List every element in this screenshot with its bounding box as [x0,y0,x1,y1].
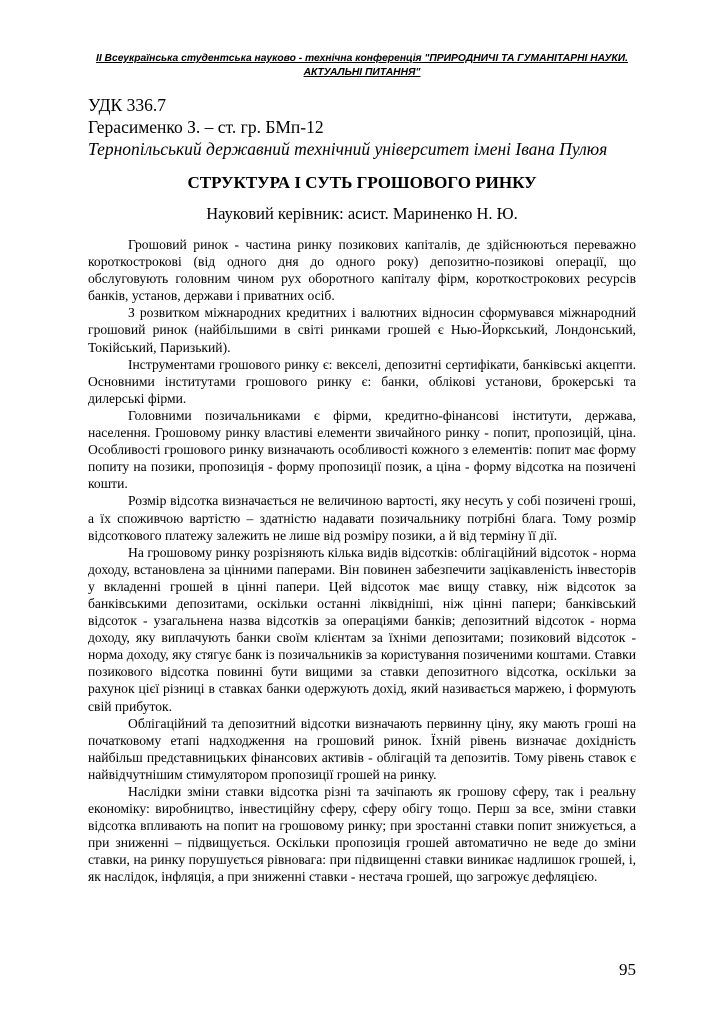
article-title: СТРУКТУРА І СУТЬ ГРОШОВОГО РИНКУ [187,173,537,192]
author-line: Герасименко З. – ст. гр. БМп-12 [88,117,324,137]
paragraph: Інструментами грошового ринку є: векселі, депозитні сертифікати, банківські акцепти. Основними інститутами грошового ринку є: банки, облікові установи, брокерські та дилерські фірми. [88,356,636,406]
paragraph: Головними позичальниками є фірми, кредитно-фінансові інститути, держава, населення. Грошовому ринку властиві елементи звичайного ринку - попит, пропозицій, ціна. Особливості грошового ринку визначають особливості кожного з елементів: попит має форму попиту на позики, пропозиція - форму пропозиції позик, а ціна - форму відсотка на позичені кошти. [88,407,636,492]
udk-code: УДК 336.7 [88,95,166,115]
paragraph: З розвитком міжнародних кредитних і валютних відносин сформувався міжнародний грошовий ринок (найбільшими в світі ринками грошей є Нью-Йоркський, Лондонський, Токійський, Паризький). [88,305,636,355]
supervisor-line: Науковий керівник: асист. Мариненко Н. Ю. [206,204,518,223]
article-body [88,236,636,886]
paragraph: На грошовому ринку розрізняють кілька видів відсотків: облігаційний відсоток - норма доходу, встановлена за цінними паперами. Він повинен забезпечити зацікавленість інвесторів у вкладенні грошей в цінні папери. Цей відсоток має вищу ставку, ніж відсоток за банківськими депозитами, оскільки останні ліквідніші, ніж цінні папери; банківський відсоток - узагальнена назва відсотків за операціями банків; депозитний відсоток - норма доходу, яку виплачують банки своїм клієнтам за їхніми депозитами; позиковий відсоток - норма доходу, яку стягує банк із позичальників за користування позиченими коштами. Ставки позикового відсотка повинні бути вищими за ставки депозитного відсотка, оскільки за рахунок цієї різниці в ставках банки одержують дохід, який називається маржею, і формують свій прибуток. [88,544,636,714]
paragraph: Розмір відсотка визначається не величиною вартості, яку несуть у собі позичені гроші, а їх споживчою вартістю – здатністю надавати позичальнику потрібні блага. Тому розмір відсоткового платежу залежить не лише від розміру позики, а й від терміну її дії. [88,493,636,543]
paragraph: Наслідки зміни ставки відсотка різні та зачіпають як грошову сферу, так і реальну економіку: виробництво, інвестиційну сферу, сферу обігу тощо. Перш за все, зміни ставки відсотка впливають на попит на грошовому ринку; при зростанні ставки попит знижується, а при зниженні – підвищується. Оскільки пропозиція грошей автоматично не веде до зміни ставки, на ринку порушується рівновага: при підвищенні ставки виникає надлишок грошей, і, як наслідок, інфляція, а при зниженні ставки - нестача грошей, що загрожує дефляцією. [88,784,636,885]
article-meta [88,94,648,160]
university-line: Тернопільський державний технічний університет імені Івана Пулюя [88,139,608,159]
page-number: 95 [619,960,636,979]
paragraph: Облігаційний та депозитний відсотки визначають первинну ціну, яку мають гроші на початковому етапі надходження на грошовий ринок. Їхній рівень визначає дохідність найбільш представницьких фінансових активів - облігацій та депозитів. Тому рівень ставок є найвідчутнішим стимулятором пропозиції грошей на ринку. [88,715,636,782]
conference-header: ІІ Всеукраїнська студентська науково - технічна конференція "ПРИРОДНИЧІ ТА ГУМАНІТАРНІ НАУКИ. АКТУАЛЬНІ ПИТАННЯ" [95,53,629,78]
paragraph: Грошовий ринок - частина ринку позикових капіталів, де здійснюються переважно короткострокові (від одного дня до одного року) депозитно-позикові операції, що обслуговують головним чином рух оборотного капіталу фірм, короткострокових ресурсів банків, установ, держави і приватних осіб. [88,237,636,304]
